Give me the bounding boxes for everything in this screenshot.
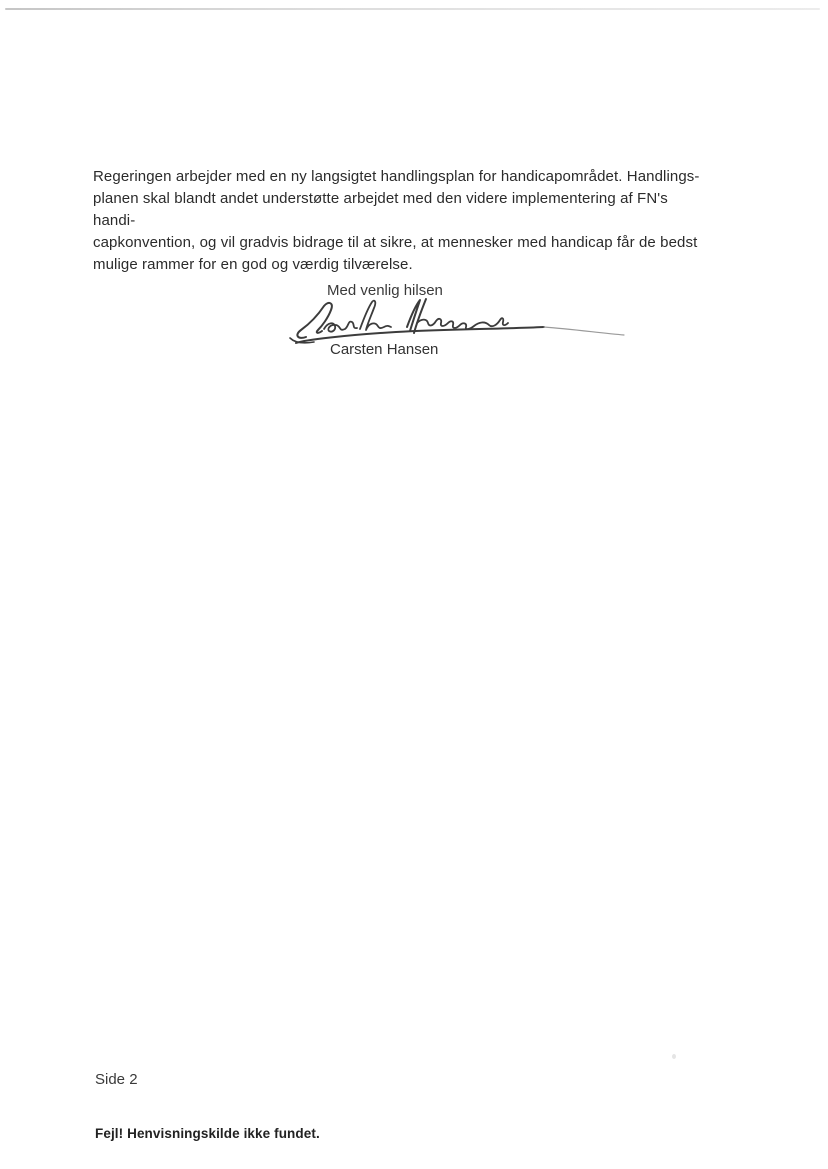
scan-artifact-speck bbox=[672, 1054, 676, 1059]
closing-salutation: Med venlig hilsen bbox=[327, 282, 443, 299]
signer-name: Carsten Hansen bbox=[330, 341, 439, 358]
paragraph-line: capkonvention, og vil gradvis bidrage til at sikre, at mennesker med handicap får de bedst bbox=[93, 234, 698, 251]
paragraph-line: planen skal blandt andet understøtte arbejdet med den videre implementering af FN's handi- bbox=[93, 190, 668, 229]
paragraph-line: Regeringen arbejder med en ny langsigtet handlingsplan for handicapområdet. Handlings- bbox=[93, 168, 700, 185]
page-number-label: Side 2 bbox=[95, 1071, 138, 1088]
footer-error-field: Fejl! Henvisningskilde ikke fundet. bbox=[95, 1126, 320, 1141]
paragraph-line: mulige rammer for en god og værdig tilværelse. bbox=[93, 256, 413, 273]
letter-body-paragraph bbox=[93, 166, 703, 276]
scan-artifact-line bbox=[5, 8, 820, 10]
